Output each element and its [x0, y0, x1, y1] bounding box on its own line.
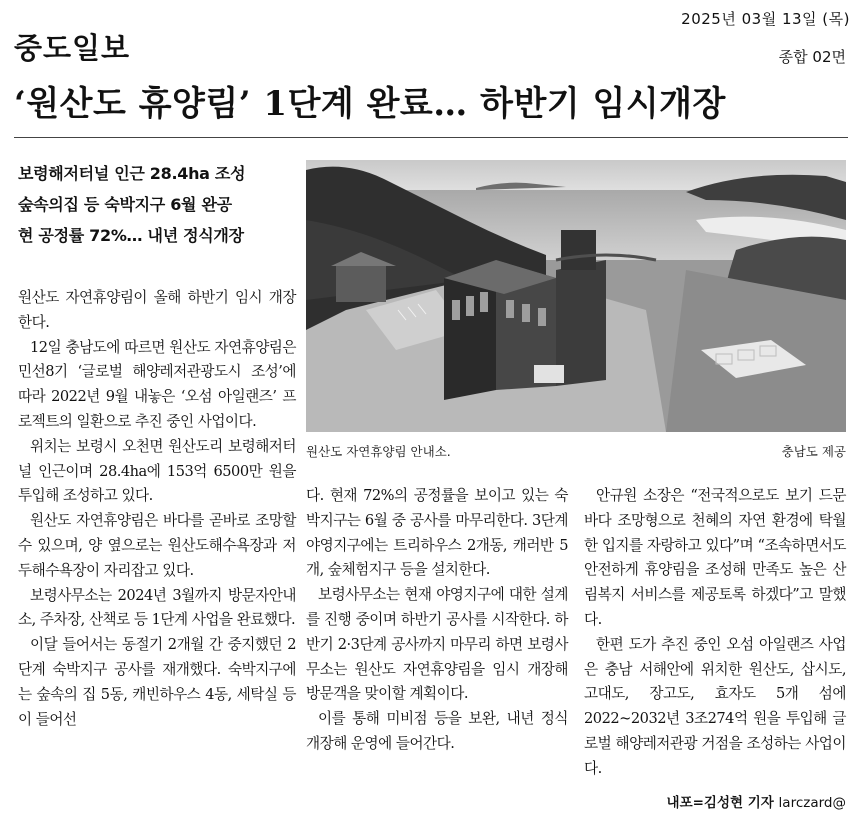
paragraph: 원산도 자연휴양림은 바다를 곧바로 조망할 수 있으며, 양 옆으로는 원산도해수욕장과 저두해수욕장이 자리잡고 있다.	[18, 512, 296, 579]
article-column-2	[306, 484, 568, 757]
paragraph: 한편 도가 추진 중인 오섬 아일랜즈 사업은 충남 서해안에 위치한 원산도, 삽시도, 고대도, 장고도, 효자도 5개 섬에 2022~2032년 3조274억 원을 투입해 글로벌 해양레저관광 거점을 조성하는 사업이다.	[584, 635, 846, 777]
article-column-1	[18, 286, 296, 732]
paragraph: 12일 충남도에 따르면 원산도 자연휴양림은 민선8기 ‘글로벌 해양레저관광도시 조성’에 따라 2022년 9월 내놓은 ‘오섬 아일랜즈’ 프로젝트의 일환으로 추진 중인 사업이다.	[18, 338, 296, 430]
subheadlines	[18, 158, 296, 251]
reporter-name: 내포=김성현 기자	[666, 795, 774, 811]
paragraph: 안규원 소장은 “전국적으로도 보기 드문 바다 조망형으로 천혜의 자연 환경에 탁월한 입지를 자랑하고 있다”며 “조속하면서도 안전하게 휴양림을 조성해 만족도 높은 산림복지 서비스를 제공토록 하겠다”고 말했다.	[584, 487, 846, 628]
subheadline: 숲속의집 등 숙박지구 6월 완공	[18, 195, 232, 214]
publish-date: 2025년 03월 13일 (목)	[681, 10, 850, 28]
paragraph: 이를 통해 미비점 등을 보완, 내년 정식 개장해 운영에 들어간다.	[306, 710, 568, 752]
reporter-email: larczard@	[778, 795, 846, 811]
photo-caption	[306, 442, 846, 460]
paragraph: 보령사무소는 현재 야영지구에 대한 설계를 진행 중이며 하반기 공사를 시작한다. 하반기 2·3단계 공사까지 마무리 하면 보령사무소는 원산도 자연휴양림을 임시 개장해 방문객을 맞이할 계획이다.	[306, 586, 568, 703]
photo-credit: 충남도 제공	[781, 444, 846, 459]
caption-text: 원산도 자연휴양림 안내소.	[306, 444, 451, 459]
paragraph: 다. 현재 72%의 공정률을 보이고 있는 숙박지구는 6월 중 공사를 마무리한다. 3단계 야영지구에는 트리하우스 2개동, 캐러반 5개, 숲체험지구 등을 설치한다.	[306, 487, 568, 579]
subheadline: 보령해저터널 인근 28.4ha 조성	[18, 164, 246, 183]
paragraph: 이달 들어서는 동절기 2개월 간 중지했던 2단계 숙박지구 공사를 재개했다. 숙박지구에는 숲속의 집 5동, 캐빈하우스 4동, 세탁실 등이 들어선	[18, 636, 296, 728]
section-page: 종합 02면	[778, 48, 846, 66]
paragraph: 보령사무소는 2024년 3월까지 방문자안내소, 주차장, 산책로 등 1단계 사업을 완료했다.	[18, 586, 296, 629]
subheadline: 현 공정률 72%… 내년 정식개장	[18, 226, 244, 245]
article-photo	[306, 160, 846, 432]
forest-visitor-center-photo	[306, 160, 846, 432]
paragraph: 위치는 보령시 오천면 원산도리 보령해저터널 인근이며 28.4ha에 153억 6500만 원을 투입해 조성하고 있다.	[18, 437, 296, 505]
newspaper-name: 중도일보	[14, 31, 131, 65]
headline-divider	[14, 137, 848, 138]
headline: ‘원산도 휴양림’ 1단계 완료… 하반기 임시개장	[14, 84, 726, 124]
article-column-3	[584, 484, 846, 782]
paragraph: 원산도 자연휴양림이 올해 하반기 임시 개장한다.	[18, 289, 296, 331]
byline	[667, 791, 846, 811]
